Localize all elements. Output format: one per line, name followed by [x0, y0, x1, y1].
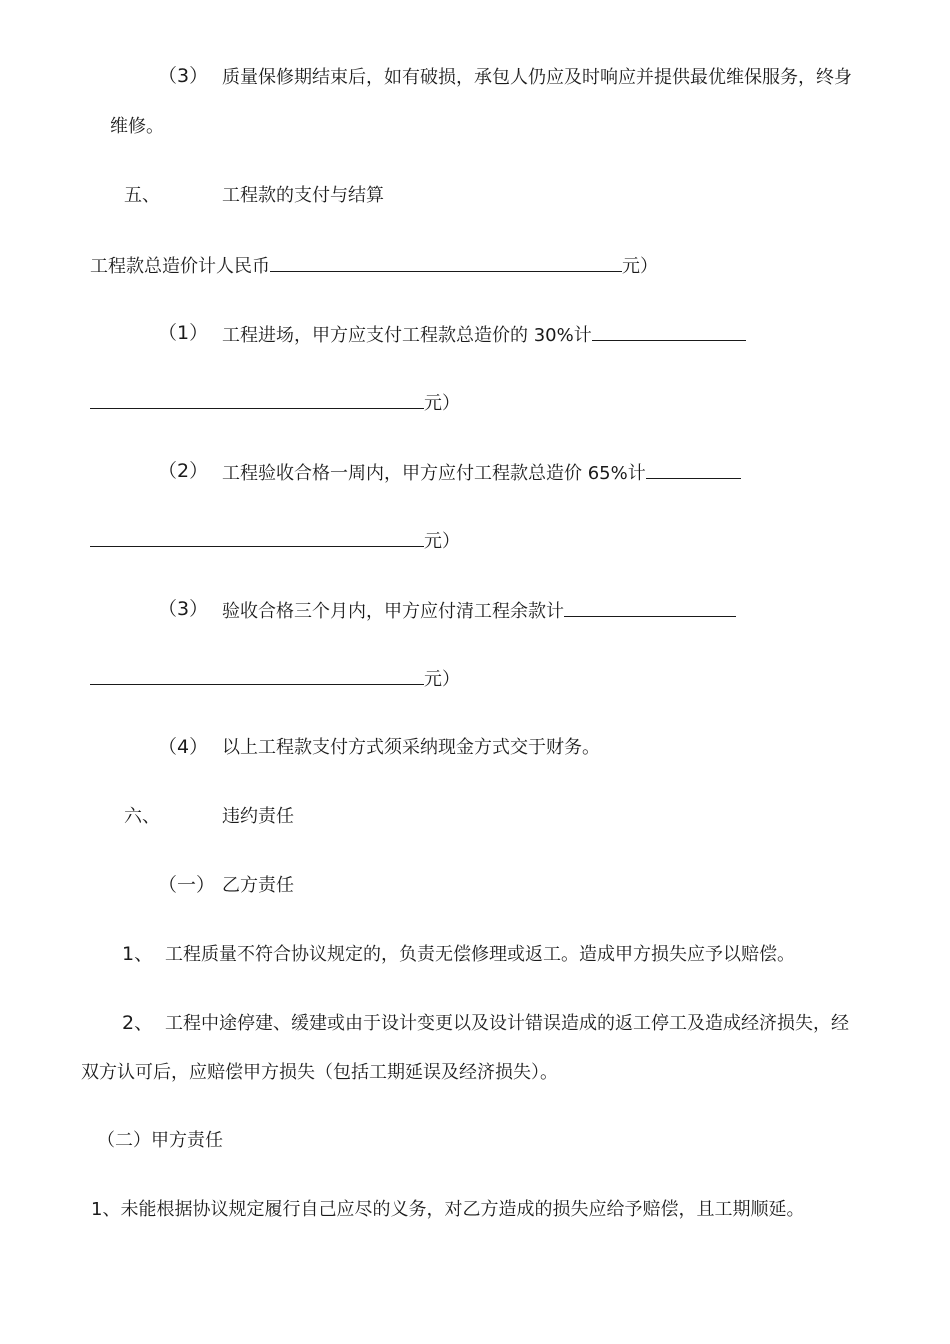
item-number: 1、	[122, 943, 154, 965]
section-title: 违约责任	[222, 806, 294, 827]
item-number: 2、	[122, 1012, 154, 1034]
amount-blank	[646, 460, 741, 479]
amount-blank	[90, 390, 424, 409]
subsection-number: （一）	[158, 874, 216, 896]
item-text-continued: 双方认可后，应赔偿甲方损失（包括工期延误及经济损失）。	[81, 1062, 558, 1083]
amount-blank	[90, 666, 424, 685]
payment-text: 验收合格三个月内，甲方应付清工程余款计	[222, 601, 564, 622]
total-price-line	[90, 253, 658, 279]
payment-number: （4）	[158, 736, 209, 758]
subsection-title: （二）甲方责任	[97, 1130, 223, 1151]
currency-unit: 元）	[424, 669, 460, 690]
amount-blank	[564, 598, 736, 617]
currency-unit: 元）	[424, 393, 460, 414]
total-price-blank	[270, 253, 622, 272]
section-number: 六、	[124, 806, 160, 827]
payment-amount-line	[90, 390, 460, 416]
subsection-title: 乙方责任	[222, 875, 294, 896]
amount-blank	[90, 528, 424, 547]
payment-amount-line	[90, 528, 460, 554]
clause-text-continued: 维修。	[110, 116, 164, 137]
currency-unit: 元）	[424, 531, 460, 552]
payment-line	[222, 460, 741, 486]
clause-number: （3）	[158, 65, 209, 87]
payment-number: （2）	[158, 460, 209, 482]
payment-text: 工程验收合格一周内，甲方应付工程款总造价 65%计	[222, 463, 646, 484]
item-text: 工程质量不符合协议规定的，负责无偿修理或返工。造成甲方损失应予以赔偿。	[165, 944, 795, 965]
payment-text: 工程进场，甲方应支付工程款总造价的 30%计	[222, 325, 592, 346]
payment-line	[222, 322, 746, 348]
section-title: 工程款的支付与结算	[222, 185, 384, 206]
payment-number: （3）	[158, 598, 209, 620]
currency-unit: 元）	[622, 256, 658, 277]
item-text: 工程中途停建、缓建或由于设计变更以及设计错误造成的返工停工及造成经济损失，经	[165, 1013, 849, 1034]
section-number: 五、	[124, 185, 160, 206]
clause-text: 质量保修期结束后，如有破损，承包人仍应及时响应并提供最优维保服务，终身	[222, 67, 852, 88]
payment-number: （1）	[158, 322, 209, 344]
item-text: 1、未能根据协议规定履行自己应尽的义务，对乙方造成的损失应给予赔偿，且工期顺延。	[91, 1199, 805, 1220]
payment-amount-line	[90, 666, 460, 692]
amount-blank	[592, 322, 746, 341]
payment-line	[222, 598, 736, 624]
total-price-label: 工程款总造价计人民币	[90, 256, 270, 277]
payment-text: 以上工程款支付方式须采纳现金方式交于财务。	[222, 737, 600, 758]
